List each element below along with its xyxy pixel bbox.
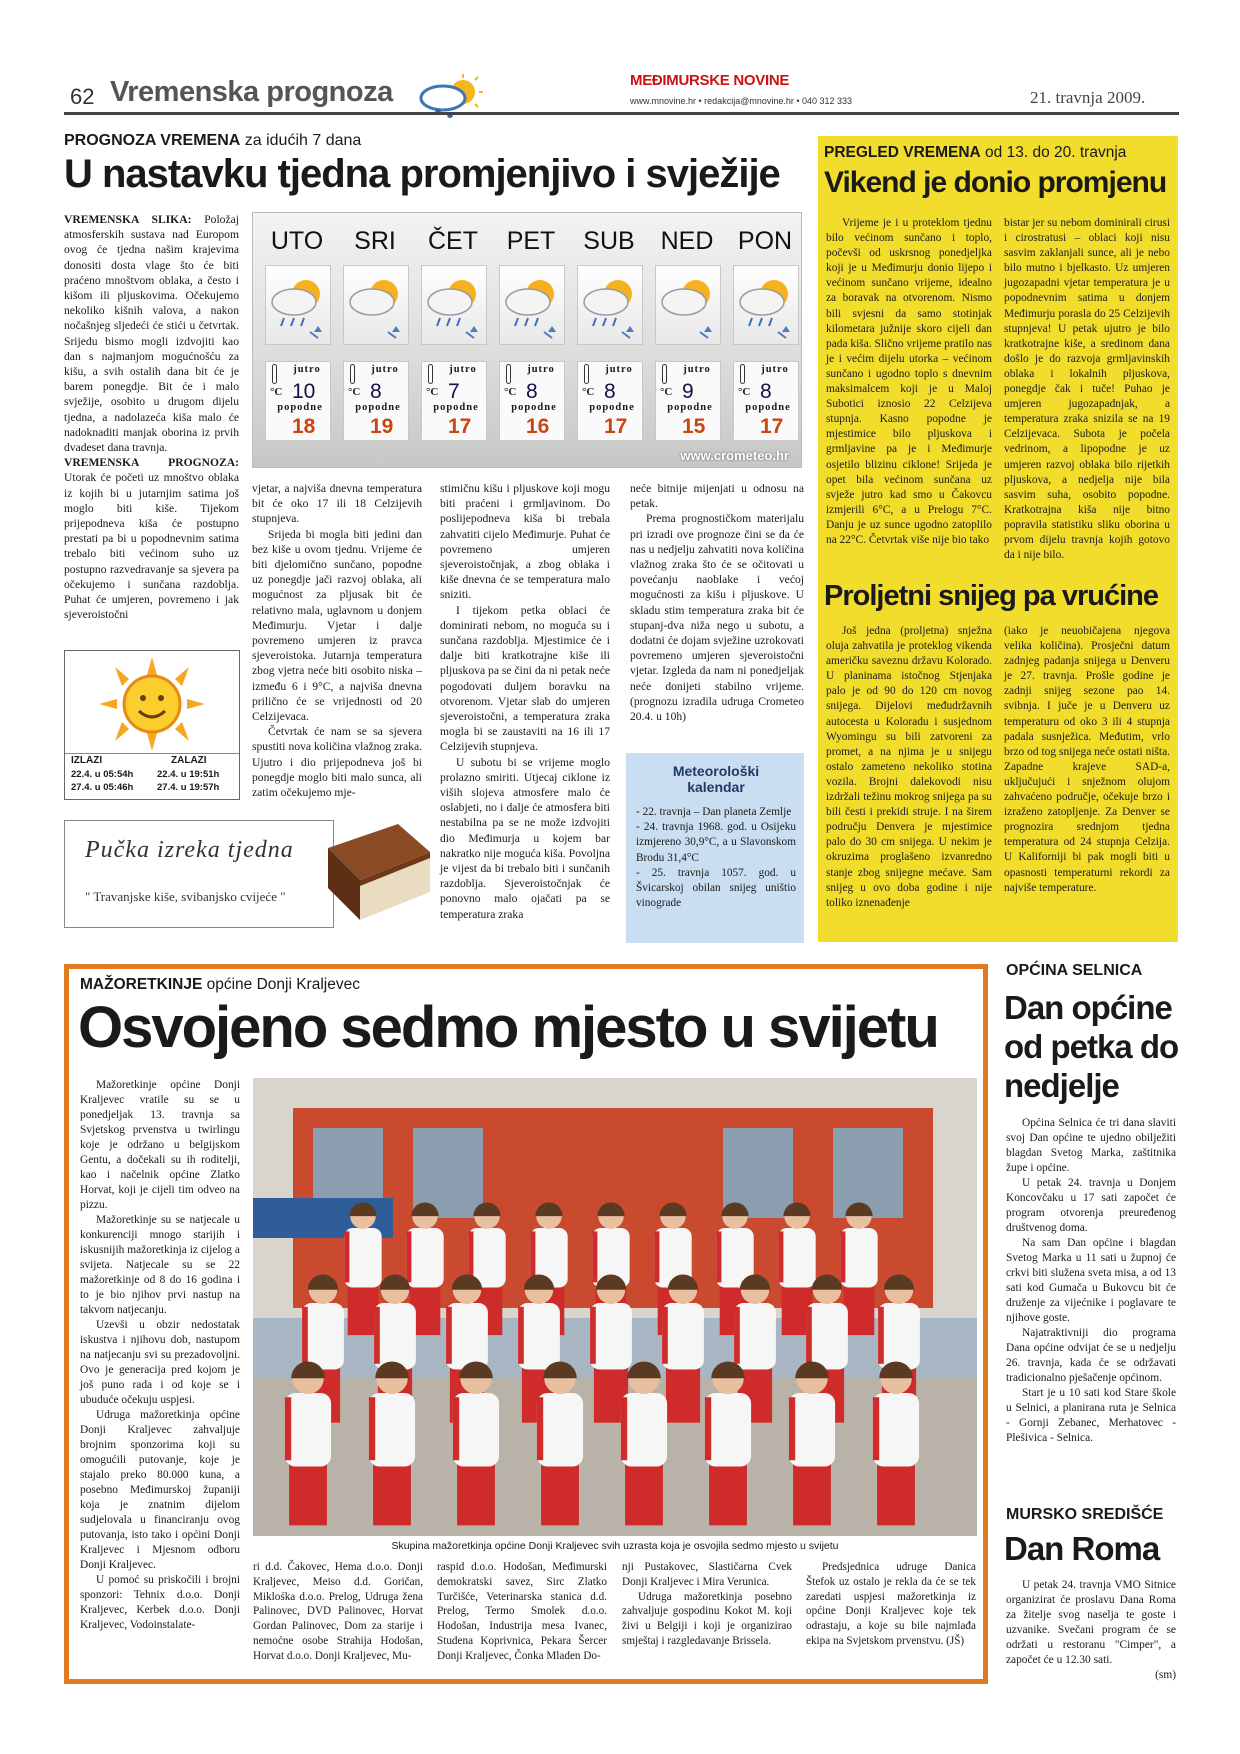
header-rule: [64, 112, 1179, 115]
meteo-calendar: [626, 753, 804, 943]
sunrise-time-1: 22.4. u 05:54h: [71, 769, 134, 780]
temp-morning: 8: [526, 380, 538, 403]
forecast-col3: stimičnu kišu i pljuskove koji mogu biti praćeni i grmljavinom. Do poslijepodneva kiša bi trebala zahvatiti cijelo Međimurje. Puhat će povremeno umjeren sjeveroistočnjak, a zbog oblaka i kiše dnevna će se temperatura malo sniziti. I tijekom petka oblaci će dominirati nebom, no moguća su i sunčana razdoblja. Mjestimice će i dalje biti kratkotrajne kiše ili pljuskova pa se čini da ni petak neće pogodovati duljem boravku na otvorenom. Vjetar slab do umjeren sjeveroistočni, a temperatura zraka mogla bi se zaustaviti na 16 ili 17 Celzijevih stupnjeva. U subotu bi se vrijeme moglo prolazno smiriti. Utjecaj ciklone iz viših slojeva atmosfere malo će oslabjeti, no i dalje će atmosfera biti nestabilna pa se ne može izdvojiti dio Međimurja u kojem bar nakratko nije moguća kiša. Povoljna je vijest da bi trebalo biti i sunčanih razdoblja. Sjeveroistočnjak će ponovno malo ojačati pa se temperatura zraka: [440, 482, 610, 921]
page-number: 62: [70, 84, 95, 109]
calendar-item: - 24. travnja 1968. god. u Osijeku izmjereno 30,9°C, a u Slavonskom Brodu 31,4°C: [636, 821, 796, 864]
review-col1: Vrijeme je i u proteklom tjednu bilo većinom sunčano i toplo, počevši od uskrsnog ponedjeljka koji je u Međimurju donio lijepo i većinom sunčano vrijeme, idealno za boravak na otvorenom. Nismo bili svjesni da samo stotinjak kilometara južnije skoro cijeli dan pada kiša. Slično vrijeme pratilo nas je i većim dijelu utorka – većinom sunčano i ugodno toplo s dnevnim maksimalcem koji je u Maloj Subotici iznosio 22 Celzijeva stupnja. Kasno popodne je mjestimice bilo pljuskova i grmljavine pa je i Međimurje osjetilo blizinu ciklone! Srijeda je opet bila većinom sunčana uz svježe jutro kad smo u Čakovcu izmjerili 6°C, a u Prelogu 7°C. Danju je uz sunce ugodno zatoplilo na 22°C. Četvrtak više nije bio tako: [826, 217, 992, 546]
unit-label: °C: [738, 386, 751, 398]
calendar-list: [636, 805, 796, 911]
forecast-temps: [343, 361, 409, 441]
forecast-col4: neće bitnije mijenjati u odnosu na petak. Prema prognostičkom materijalu pri izradi ove prognoze čini se da će nas u nedjelju zahvatiti nova količina vlažnog zraka što će se očitovati u povećanju naoblake i većoj mogućnosti za kišu i pljuskove. U skladu stim temperatura zraka bit će stupanj-dva niža nego u subotu, a dodatni će dojam svježine uzrokovati povremeno umjeren sjeveroistočni vjetar. Izgleda da nam ni ponedjeljak neće donijeti stabilno vrijeme. (prognozu izradila udruga Crometeo 20.4. u 10h): [630, 482, 804, 724]
selnica-body: Općina Selnica će tri dana slaviti svoj Dan općine te ujedno obilježiti blagdan Svetog Marka, zaštitnika župe i općine. U petak 24. travnja u Donjem Koncovčaku u 17 sati započet će program otvorenja preuređenog društvenog doma. Na sam Dan općine i blagdan Svetog Marka u 11 sati u župnoj će crkvi biti služena sveta misa, a od 13 sati kod Gumača u Bukovcu bit će druženje za vijećnike i poglavare te njihove goste. Najatraktivniji dio programa Dana općine odvijat će se u nedjelju 26. travnja, kada će se održavati tradicionalno pješačenje općinom. Start je u 10 sati kod Stare škole u Selnici, a planirana ruta je Selnica - Gornji Zebanec, Merhatovec - Plešivica - Selnica.: [1006, 1117, 1176, 1444]
temp-afternoon: 18: [292, 415, 316, 438]
sunrise-time-2: 27.4. u 05:46h: [71, 782, 134, 793]
forecast-day-name: SUB: [583, 227, 635, 255]
temp-afternoon: 19: [370, 415, 394, 438]
morning-label: jutro: [605, 364, 633, 375]
review-headline: Vikend je donio promjenu: [824, 166, 1167, 199]
sunset-time-1: 22.4. u 19:51h: [157, 769, 220, 780]
majorettes-bottom-col4: Predsjednica udruge Danica Štefok uz ostalo je rekla da će se tek zaredati uspjesi mažoretkinja iz općine Donji Kraljevec koje tek odrastaju, a koje su bile najmlađa ekipa na Svjetskom prvenstvu. (JŠ): [806, 1561, 976, 1647]
forecast-day-name: PET: [506, 227, 556, 255]
forecast-temps: [499, 361, 565, 441]
forecast-day-name: PON: [737, 227, 793, 255]
cloud-rain-icon: [421, 265, 487, 345]
snow-col2: (iako je neuobičajena njegova velika količina). Prosječni datum zadnjeg padanja snijega u Denveru je 27. travnja. Prošle godine je zadnji snijeg sezone pao 14. svibnja. I juče je u Denveru uz temperaturu od oko 3 ili 4 stupnja padala susnježica. Međutim, vrlo brzo od tog snijega neće ostati ništa. Zapadne krajeve SAD-a, uključujući i snježnom olujom zahvaćeno područje, očekuje brzo i izraženo zatopljenje. Za Denver se prognozira srednjom tjedna temperatura od 24 stupnja Celzija. U Kaliforniji bi pak mogli biti u opasnosti temperaturni rekordi za najviše temperature.: [1004, 625, 1170, 894]
forecast-source: www.crometeo.hr: [680, 448, 789, 463]
section-title: Vremenska prognoza: [110, 76, 393, 108]
forecast-temps: [733, 361, 799, 441]
forecast-temps: [265, 361, 331, 441]
afternoon-label: popodne: [355, 402, 401, 413]
thermometer-icon: [506, 364, 511, 384]
afternoon-label: popodne: [667, 402, 713, 413]
masthead: MEĐIMURSKE NOVINE: [630, 72, 790, 89]
sunrise-label: IZLAZI: [71, 755, 103, 766]
sunset-label: ZALAZI: [171, 755, 207, 766]
morning-label: jutro: [371, 364, 399, 375]
afternoon-label: popodne: [745, 402, 791, 413]
issue-date: 21. travnja 2009.: [1030, 88, 1146, 107]
afternoon-label: popodne: [277, 402, 323, 413]
thermometer-icon: [662, 364, 667, 384]
cloud-rain-icon: [733, 265, 799, 345]
snow-col1: Još jedna (proljetna) snježna oluja zahvatila je proteklog vikenda američku saveznu državu Kolorado. U planinama istočnog Stjenjaka palo je od 90 do 120 cm novog snijega. Dijelovi međudržavnih autocesta u Koloradu i susjednom Wyomingu su bili zatvoreni za promet, a na njima je u snijegu ostalo zameteno nekoliko stotina vozila. Brojni dalekovodi nisu izdržali težinu mokrog snijega pa su bili česti i prekidi struje. I na širem području Denvera je mjestimice palo do 30 cm snijega. U nekim je okruzima proglašeno izvanredno stanje zbog snijegne mećave. Sam snijeg u ovo doba godine i nije toliko iznenađenje: [826, 625, 992, 909]
majorettes-photo: [253, 1078, 977, 1536]
cloud-rain-icon: [343, 265, 409, 345]
roma-headline: Dan Roma: [1004, 1530, 1160, 1567]
forecast-temps: [421, 361, 487, 441]
forecast-day: [415, 213, 491, 449]
review-kicker: PREGLED VREMENA od 13. do 20. travnja: [824, 144, 1127, 161]
cloud-rain-icon: [499, 265, 565, 345]
proverb-title: Pučka izreka tjedna: [85, 837, 294, 863]
unit-label: °C: [270, 386, 283, 398]
afternoon-label: popodne: [511, 402, 557, 413]
unit-label: °C: [426, 386, 439, 398]
morning-label: jutro: [449, 364, 477, 375]
temp-afternoon: 16: [526, 415, 550, 438]
unit-label: °C: [582, 386, 595, 398]
thermometer-icon: [350, 364, 355, 384]
review-col2: bistar jer su nebom dominirali cirusi i cirostratusi – oblaci koji nisu sasvim zaklanjali sunce, ali je nebo bilo mutno i bjelkasto. Uz umjeren jugozapadni vjetar temperatura je u popodnevnim satima u donjem Međimurju porasla do 25 Celzijevih stupnjeva! U petak ujutro je bilo kratkotrajne kiše, a sredinom dana došlo je do razvoja grmljavinskih oblaka i lokalnih pljuskova, ponegdje čak i tuče! Puhao je umjeren jugozapadnjak, a temperatura zraka snizila se na 19 Celzijevaca. Subota je počela vedrinom, a lipopodne je uz umjeren razvoj oblaka bilo rijetkih pljuskova, a nedjelja nije bila sasvim suha, osobito popodne. Kratkotrajna kiša nije bitno popravila statistiku sliku oborina u prvom dijelu travnja kojih gotovo da i nije bilo.: [1004, 217, 1170, 562]
thermometer-icon: [428, 364, 433, 384]
calendar-item: - 22. travnja – Dan planeta Zemlje: [636, 806, 792, 818]
temp-morning: 8: [760, 380, 772, 403]
afternoon-label: popodne: [433, 402, 479, 413]
forecast-temps: [577, 361, 643, 441]
sun-icon: [99, 657, 205, 751]
forecast-day: [649, 213, 725, 449]
forecast-day-name: UTO: [270, 227, 324, 255]
morning-label: jutro: [683, 364, 711, 375]
book-icon: [320, 818, 436, 926]
snow-headline: Proljetni snijeg pa vrućine: [824, 580, 1158, 612]
forecast-kicker: PROGNOZA VREMENA za idućih 7 dana: [64, 132, 362, 149]
calendar-title: Meteorološki kalendar: [672, 763, 760, 795]
majorettes-bottom-col3: nji Pustakovec, Slastičarna Cvek Donji Kraljevec i Mira Verunica. Udruga mažoretkinja posebno zahvaljuje gospodinu Kokot M. koji živi u Belgiji i koji je organizirao smještaj i razgledavanje Brissela.: [622, 1561, 792, 1647]
temp-morning: 10: [292, 380, 316, 403]
temp-morning: 7: [448, 380, 460, 403]
forecast-headline: U nastavku tjedna promjenjivo i svježije: [64, 152, 780, 196]
unit-label: °C: [660, 386, 673, 398]
proverb-text: " Travanjske kiše, svibanjsko cvijeće ": [85, 889, 286, 904]
forecast-day: [571, 213, 647, 449]
sunset-time-2: 27.4. u 19:57h: [157, 782, 220, 793]
majorettes-kicker: MAŽORETKINJE općine Donji Kraljevec: [80, 976, 360, 993]
cloud-rain-icon: [577, 265, 643, 345]
forecast-day: [727, 213, 803, 449]
thermometer-icon: [272, 364, 277, 384]
roma-kicker: MURSKO SREDIŠĆE: [1006, 1506, 1164, 1523]
forecast-col2: vjetar, a najviša dnevna temperatura bit će oko 17 ili 18 Celzijevih stupnjeva. Srijeda bi mogla biti jedini dan bez kiše u ovom tjednu. Vrijeme će biti djelomično sunčano, popodne uz ponegdje jači razvoj oblaka, ali mogućnost za pljusak bit će relativno mala, uglavnom u donjem Međimurju. Vjetar i dalje povremeno umjeren iz pravca sjeveroistoka. Jutarnja temperatura zbog vjetra neće biti osobito niska – između 6 i 9°C, a najviša dnevna prilično će se vrijednosti od 20 Celzijevaca. Četvrtak će nam se sa sjevera spustiti nova količina vlažnog zraka. Ujutro i dio prijepodneva još bi ponegdje moglo biti malo sunca, ali zatim očekujemo mje-: [252, 482, 422, 800]
roma-signature: (sm): [1155, 1669, 1176, 1681]
proverb-box: [64, 820, 334, 928]
selnica-headline: Dan općine od petka do nedjelje: [1004, 989, 1179, 1104]
forecast-day: [259, 213, 335, 449]
temp-afternoon: 17: [604, 415, 628, 438]
forecast-day-name: SRI: [354, 227, 396, 255]
unit-label: °C: [504, 386, 517, 398]
forecast-day: [337, 213, 413, 449]
unit-label: °C: [348, 386, 361, 398]
temp-morning: 8: [370, 380, 382, 403]
sun-box-divider: [65, 753, 239, 754]
forecast-temps: [655, 361, 721, 441]
forecast-day-name: NED: [660, 227, 714, 255]
selnica-kicker: OPĆINA SELNICA: [1006, 962, 1143, 979]
temp-afternoon: 17: [448, 415, 472, 438]
afternoon-label: popodne: [589, 402, 635, 413]
calendar-item: - 25. travnja 1057. god. u Švicarskoj obilan snijeg uništio vinograde: [636, 866, 796, 910]
thermometer-icon: [740, 364, 745, 384]
masthead-contacts: www.mnovine.hr • redakcija@mnovine.hr • 040 312 333: [630, 96, 853, 106]
morning-label: jutro: [761, 364, 789, 375]
cloud-rain-icon: [655, 265, 721, 345]
temp-afternoon: 17: [760, 415, 784, 438]
photo-caption: Skupina mažoretkinja općine Donji Kraljevec svih uzrasta koja je osvojila sedmo mjesto u svijetu: [391, 1540, 839, 1552]
temp-morning: 9: [682, 380, 694, 403]
morning-label: jutro: [293, 364, 321, 375]
forecast-col1: VREMENSKA SLIKA: Položaj atmosferskih sustava nad Europom ovog će tjedna našim krajevima donositi dosta vlage što će biti praćeno mnoštvom oblaka, a često i kišom ili pljuskovima. Očekujemo nekoliko kišnih valova, a nakon nočašnjeg sljedeći će stići u četvrtak. Srijedu bismo mogli izdvojiti kao dan s najmanjom mogućnošću za kišu, a svih ostalih dana bit će je barem ponegdje. Bit će i malo svježije, osobito u drugom dijelu tjedna, a nadolazeća kiša malo će nadoknaditi manjak oborina iz prvih dvadeset dana travnja. VREMENSKA PROGNOZA: Utorak će početi uz mnoštvo oblaka iz kojih bi u jutarnjim satima još moglo biti kiše. Tijekom prijepodneva kiša će postupno prestati pa bi u popodnevnim satima trebalo biti većinom suho uz postupno razvedravanje sa sjevera pa očekujemo i sunčana razdoblja. Puhat će umjeren, povremeno i jak sjeveroistočni: [64, 213, 239, 622]
forecast-day-name: ČET: [428, 227, 478, 255]
majorettes-bottom-col2: raspid d.o.o. Hodošan, Međimurski demokratski savez, Sirc Zlatko Turčišće, Veterinarska stanica d.d. Prelog, Termo Smolek d.o.o. Hodošan, Industrija mesa Ivanec, Studena Koprivnica, Pekara Šercer Donji Kraljevec, Čonka Mladen Do-: [437, 1561, 607, 1662]
temp-afternoon: 15: [682, 415, 706, 438]
sunrise-sunset-box: [64, 650, 240, 800]
roma-body: U petak 24. travnja VMO Sitnice organizirat će proslavu Dana Roma za žitelje svog naselja te goste i uzvanike. Svečani program će se održati u restoranu "Cimper", a započet će u 12.30 sati. (sm): [1006, 1579, 1176, 1681]
weather-review-box: [818, 136, 1178, 942]
cloud-rain-icon: [265, 265, 331, 345]
forecast-widget: [252, 212, 802, 468]
majorettes-bottom-col1: ri d.d. Čakovec, Hema d.o.o. Donji Kraljevec, Meiso d.d. Goričan, Miklośka d.o.o. Prelog, Udruga žena Palinovec, DVD Palinovec, Horvat Gordan Palinovec, Dom za starije i nemoćne osobe Strahija Hodošan, Horvat d.o.o. Donji Kraljevec, Mu-: [253, 1561, 423, 1662]
majorettes-col1: Mažoretkinje općine Donji Kraljevec vratile su se u ponedjeljak 13. travnja sa Svjetskog prvenstva u twirlingu koje je održano u belgijskom Gentu, a dočekali su ih roditelji, kao i načelnik općine Zlatko Horvat, koji je cijeli tim odveo na pizzu. Mažoretkinje su se natjecale u konkurenciji mnogo starijih i iskusnijih mažoretkinja iz cijelog a svijeta. Natjecale su se 22 mažoretkinje od 8 do 16 godina i to je bio njihov prvi nastup na takvom natjecanju. Uzevši u obzir nedostatak iskustva i njihovu dob, nastupom na natjecanju svi su prezadovoljni. Ovo je generacija pred kojom je još puno rada i od koje se i ubuduće očekuju uspjesi. Udruga mažoretkinja općine Donji Kraljevec zahvaljuje brojnim sponzorima koji su omogućili putovanje, koje je stajalo preko 80.000 kuna, a posebno Međimurskoj županiji koja je znatnim dijelom sudjelovala u financiranju ovog putovanja, isto tako i općini Donji Kraljevec i Mjesnom odboru Donji Kraljevec. U pomoć su priskočili i brojni sponzori: Tehnix d.o.o. Donji Kraljevec, Kerbek d.o.o. Donji Kraljevec, Vodoinstalate-: [80, 1079, 240, 1631]
majorettes-headline: Osvojeno sedmo mjesto u svijetu: [78, 995, 938, 1060]
thermometer-icon: [584, 364, 589, 384]
morning-label: jutro: [527, 364, 555, 375]
temp-morning: 8: [604, 380, 616, 403]
forecast-day: [493, 213, 569, 449]
